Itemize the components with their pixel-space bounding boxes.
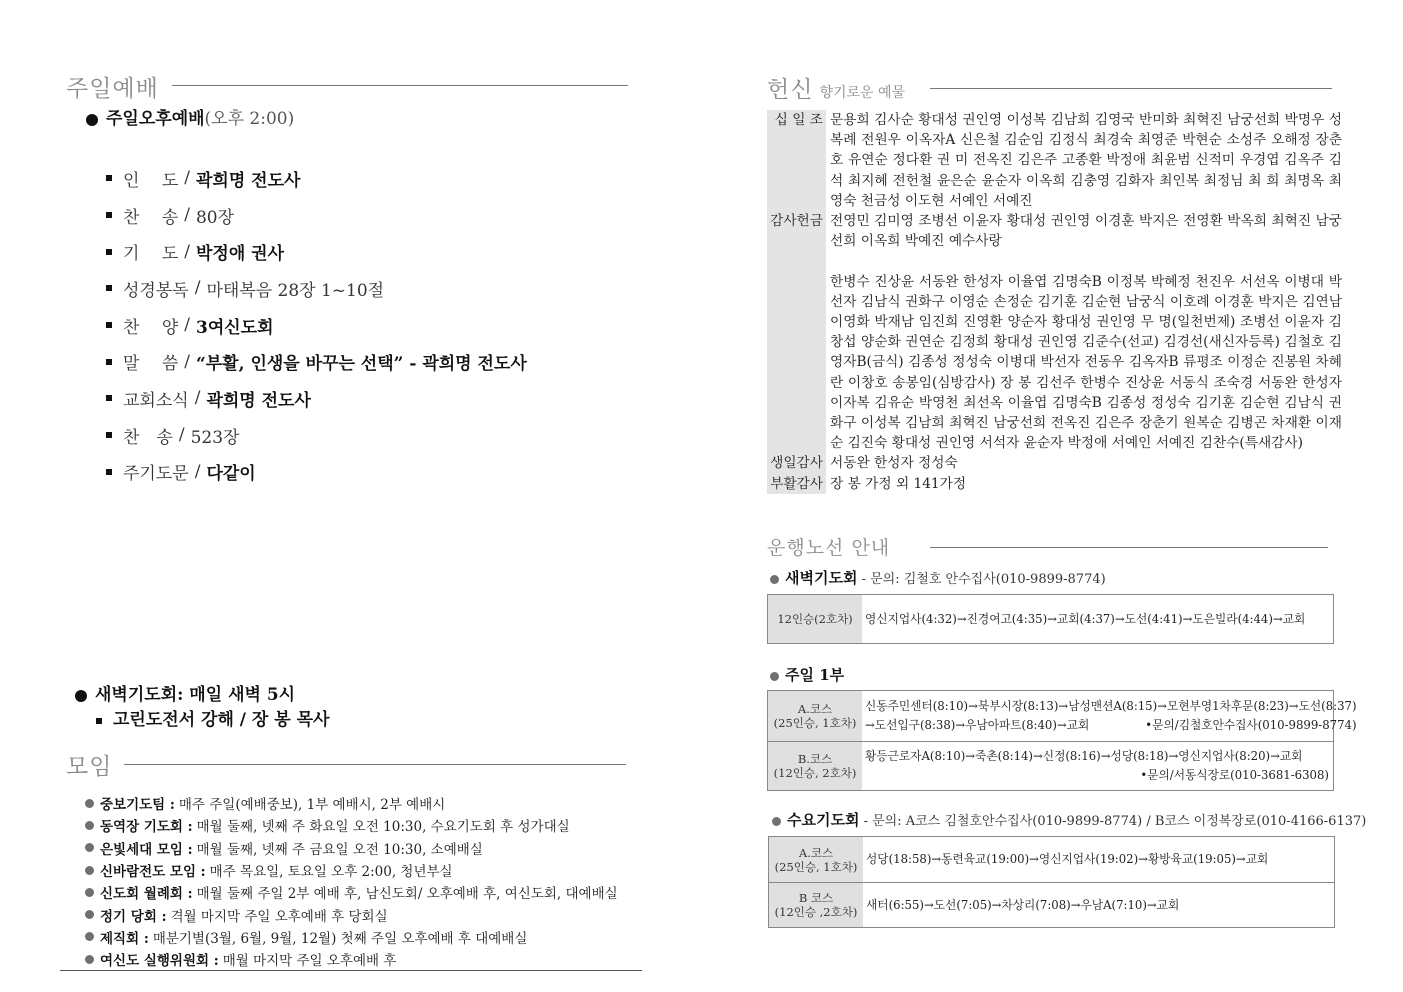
route-line2	[865, 716, 1357, 735]
meetings-title-rule	[124, 764, 626, 765]
bullet-dot-icon	[772, 817, 781, 826]
order-label: 교회소식	[123, 390, 189, 411]
route-course: B.코스	[797, 751, 833, 766]
bullet-dot-icon	[75, 690, 87, 702]
order-separator: /	[194, 278, 201, 299]
order-value: “부활, 인생을 바꾸는 선택” - 곽희명 전도사	[195, 354, 527, 375]
service-heading	[86, 104, 294, 129]
route-course: B 코스	[798, 891, 834, 905]
offering-subtitle: 향기로운 예물	[819, 85, 906, 101]
route-stops: 영신지업사(4:32)→진경여고(4:35)→교회(4:37)→도선(4:41)→도은빌라(4:44)→교회	[865, 611, 1306, 626]
dawn-route-name: 새벽기도회	[785, 569, 858, 587]
service-name: 주일오후예배	[106, 109, 205, 129]
meetings-section-header	[66, 748, 112, 781]
order-label: 찬 양	[123, 317, 179, 338]
offering-label: 생일감사	[767, 453, 826, 473]
route-path	[863, 837, 1334, 882]
order-separator: /	[194, 388, 201, 409]
route-path	[862, 595, 1333, 643]
sunday1-route-heading	[770, 664, 844, 685]
offering-row	[767, 211, 1342, 251]
meeting-item	[85, 814, 645, 836]
route-row	[768, 691, 1357, 741]
order-item	[106, 307, 626, 344]
route-course: A.코스	[798, 845, 834, 860]
route-row	[769, 882, 1334, 927]
route-course: A.코스	[797, 701, 833, 716]
route-path	[862, 742, 1333, 791]
worship-section-header	[66, 70, 159, 103]
order-value: 다같이	[206, 464, 256, 485]
order-value: 마태복음 28장 1~10절	[206, 280, 385, 301]
bullet-square-icon	[106, 249, 112, 255]
dawn-prayer-heading	[75, 680, 295, 705]
order-separator: /	[194, 461, 201, 482]
order-label: 찬 송	[123, 427, 173, 448]
order-item	[106, 380, 626, 417]
route-vehicle: (25인승, 1호차)	[774, 859, 858, 874]
order-label: 주기도문	[123, 464, 189, 485]
meeting-name: 제직회 :	[100, 930, 149, 947]
offering-table	[767, 110, 1342, 494]
meeting-item	[85, 837, 645, 859]
route-label	[769, 837, 863, 882]
order-item	[106, 343, 626, 380]
dawn-route-heading	[770, 567, 1106, 588]
offering-row	[767, 474, 1342, 494]
offering-row	[767, 110, 1342, 211]
meeting-desc: 매월 둘째, 넷째 주 화요일 오전 10:30, 수요기도회 후 성가대실	[196, 819, 570, 836]
route-path	[862, 691, 1361, 741]
route-path	[863, 883, 1334, 927]
meeting-name: 은빛세대 모임 :	[100, 841, 193, 858]
bullet-dot-icon	[85, 799, 94, 808]
meeting-name: 여신도 실행위원회 :	[100, 953, 219, 970]
route-stops: 황등근로자A(8:10)→죽촌(8:14)→신정(8:16)→성당(8:18)→영신지업사(8:20)→교회	[865, 748, 1303, 763]
bullet-dot-icon	[86, 114, 98, 126]
offering-names: 장 봉 가정 외 141가정	[830, 475, 967, 492]
bullet-dot-icon	[85, 888, 94, 897]
bullet-square-icon	[106, 285, 112, 291]
order-label: 인 도	[123, 170, 179, 191]
order-separator: /	[184, 315, 190, 336]
route-vehicle: (25인승, 1호차)	[773, 715, 857, 730]
order-value: 3여신도회	[195, 317, 274, 338]
route-row	[768, 595, 1333, 643]
offering-names	[826, 251, 1342, 271]
order-separator: /	[184, 168, 190, 189]
bullet-dot-icon	[85, 821, 94, 830]
order-separator: /	[184, 241, 190, 262]
meeting-item	[85, 903, 645, 925]
bullet-square-icon	[106, 469, 112, 475]
meeting-desc: 매주 목요일, 토요일 오후 2:00, 청년부실	[209, 864, 453, 881]
routes-title: 운행노선 안내	[767, 537, 891, 559]
meeting-name: 신도회 월례회 :	[100, 886, 193, 903]
route-vehicle: (12인승, 2호차)	[773, 765, 857, 780]
order-item	[106, 270, 626, 307]
wednesday-route-contact: - 문의: A코스 김철호안수집사(010-9899-8774) / B코스 이정복장로(010-4166-6137)	[859, 814, 1367, 829]
route-stops-cont: →도선입구(8:38)→우남아파트(8:40)→교회	[865, 717, 1090, 732]
offering-row	[767, 272, 1342, 454]
meeting-name: 중보기도팀 :	[100, 797, 175, 814]
meeting-item	[85, 792, 645, 814]
offering-names: 한병수 진상윤 서동완 한성자 이율엽 김명숙B 이정복 박혜정 천진우 서선옥 이병대 박선자 김남식 권화구 이영순 손정순 김기훈 김순현 남궁식 이호례 이경훈 박지은 김연남 이영화 박재남 임진희 진영환 양순자 황대성 권인영 무 명(일천번제) 조병선 이윤자 김창섭 양순화 권연순 김정희 황대성 권인영 김준수(선교) 김경선(새신자등록) 김철호 김영자B(금식) 김종성 정성숙 이병대 박선자 전동우 김옥자B 류평조 이정순 진봉원 차혜란 이창호 송봉임(심방감사) 장 봉 김선주 한병수 진상윤 서동식 조숙경 서동완 한성자 이자복 김유순 박영천 최선옥 이율엽 김명숙B 김종성 정성숙 김기훈 김순현 김남식 권화구 이성복 김남희 최혁진 남궁선희 전옥진 김은주 장춘기 원복순 김병곤 차재환 이재순 김진숙 황대성 권인영 서석자 윤순자 박정애 서예인 서예진 김찬수(특새감사)	[830, 273, 1342, 452]
offering-label	[767, 251, 826, 271]
dawn-route-table	[767, 594, 1334, 644]
meeting-desc: 매월 둘째 주일 2부 예배 후, 남신도회/ 오후예배 후, 여신도회, 대예배실	[196, 886, 618, 903]
route-label	[768, 691, 862, 741]
worship-title-rule	[172, 85, 628, 86]
meetings-list	[85, 792, 645, 970]
route-row	[769, 837, 1334, 882]
bullet-square-icon	[106, 359, 112, 365]
order-label: 찬 송	[123, 207, 179, 228]
bullet-dot-icon	[85, 843, 94, 852]
bullet-dot-icon	[770, 575, 779, 584]
meeting-name: 동역장 기도회 :	[100, 819, 193, 836]
route-vehicle: (12인승 ,2호차)	[774, 905, 858, 919]
route-stops: 신동주민센터(8:10)→북부시장(8:13)→남성맨션A(8:15)→모현부영1차후문(8:23)→도선(8:37)	[865, 698, 1357, 713]
wednesday-route-table	[768, 836, 1335, 928]
order-item	[106, 233, 626, 270]
bullet-square-icon	[96, 718, 102, 724]
bullet-dot-icon	[85, 932, 94, 941]
meeting-desc: 매월 둘째, 넷째 주 금요일 오전 10:30, 소예배실	[196, 841, 483, 858]
bullet-dot-icon	[85, 955, 94, 964]
offering-title-rule	[930, 88, 1332, 89]
route-stops: 새터(6:55)→도선(7:05)→차상리(7:08)→우남A(7:10)→교회	[866, 897, 1180, 912]
meetings-title: 모임	[66, 754, 113, 780]
dawn-prayer-lecture-line	[96, 705, 329, 730]
order-item	[106, 454, 626, 491]
offering-names: 문용희 김사순 황대성 권인영 이성복 김남희 김영국 반미화 최혁진 남궁선희 박명우 성복례 전원우 이옥자A 신은철 김순임 김정식 최경숙 최영준 박현순 소성주 오해정 장춘호 유연순 정다환 권 미 전옥진 김은주 고종환 박정애 최윤범 신적미 우경엽 김옥주 김 석 최지혜 전헌철 윤은순 윤순자 이옥희 김충영 김화자 최인복 최정님 최 희 최명옥 최영숙 천금성 이도현 서예인 서예진	[830, 112, 1342, 209]
meeting-item	[85, 881, 645, 903]
meeting-name: 신바람전도 모임 :	[100, 864, 206, 881]
order-item	[106, 160, 626, 197]
dawn-prayer-lecture: 고린도전서 강해 / 장 봉 목사	[113, 710, 330, 730]
sunday1-route-table	[767, 690, 1357, 791]
route-line2	[865, 766, 1329, 785]
order-label: 성경봉독	[123, 280, 189, 301]
meeting-name: 정기 당회 :	[100, 908, 167, 925]
order-label: 기 도	[123, 244, 179, 265]
offering-label	[767, 272, 826, 454]
meeting-desc: 매주 주일(예배중보), 1부 예배시, 2부 예배시	[178, 797, 446, 814]
order-separator: /	[178, 425, 185, 446]
order-item	[106, 197, 626, 234]
meeting-item	[85, 859, 645, 881]
offering-label: 부활감사	[767, 474, 826, 494]
order-separator: /	[184, 205, 190, 226]
sunday1-route-name: 주일 1부	[785, 666, 845, 684]
bullet-square-icon	[106, 175, 112, 181]
offering-names: 전영민 김미영 조병선 이윤자 황대성 권인영 이경훈 박지은 전영환 박옥희 최혁진 남궁선희 이옥희 박예진 예수사랑	[830, 213, 1342, 250]
dawn-prayer-title: 새벽기도회: 매일 새벽 5시	[95, 685, 296, 705]
bullet-dot-icon	[770, 672, 779, 681]
route-label	[768, 595, 862, 643]
bottom-rule	[60, 970, 642, 971]
route-contact-note: •문의/김철호안수집사(010-9899-8774)	[1145, 717, 1357, 732]
meeting-desc: 격월 마지막 주일 오후예배 후 당회실	[170, 908, 388, 925]
order-value: 523장	[190, 427, 240, 448]
order-value: 80장	[195, 207, 235, 228]
order-label: 말 씀	[123, 354, 179, 375]
route-label	[768, 742, 862, 791]
offering-title: 헌신	[767, 77, 814, 103]
bullet-dot-icon	[85, 866, 94, 875]
offering-names: 서동완 한성자 정성숙	[830, 455, 958, 472]
worship-title: 주일예배	[66, 76, 159, 102]
bullet-square-icon	[106, 212, 112, 218]
service-time: (오후 2:00)	[204, 109, 295, 129]
offering-label: 감사헌금	[767, 211, 826, 251]
order-value: 곽희명 전도사	[195, 170, 301, 191]
route-label	[769, 883, 863, 927]
routes-title-rule	[930, 547, 1328, 548]
bullet-dot-icon	[85, 910, 94, 919]
offering-row	[767, 453, 1342, 473]
meeting-item	[85, 926, 645, 948]
route-stops: 성당(18:58)→동련육교(19:00)→영신지업사(19:02)→황방육교(19:05)→교회	[866, 852, 1269, 866]
order-value: 박정애 권사	[195, 244, 285, 265]
route-contact-note: •문의/서동식장로(010-3681-6308)	[1140, 767, 1329, 782]
meeting-item	[85, 948, 645, 970]
offering-section-header	[767, 71, 905, 104]
order-separator: /	[184, 351, 190, 372]
wednesday-route-heading	[772, 809, 1366, 830]
order-item	[106, 417, 626, 454]
order-of-worship	[106, 160, 626, 490]
bullet-square-icon	[106, 395, 112, 401]
route-row	[768, 741, 1333, 791]
bullet-square-icon	[106, 432, 112, 438]
wednesday-route-name: 수요기도회	[787, 811, 860, 829]
meeting-desc: 매월 마지막 주일 오후예배 후	[222, 953, 397, 970]
offering-label: 십 일 조	[767, 110, 826, 211]
meeting-desc: 매분기별(3월, 6월, 9월, 12월) 첫째 주일 오후예배 후 대예배실	[152, 930, 528, 947]
order-value: 곽희명 전도사	[206, 390, 311, 411]
dawn-route-contact: - 문의: 김철호 안수집사(010-9899-8774)	[857, 572, 1106, 587]
route-course: 12인승(2호차)	[777, 612, 853, 626]
bullet-square-icon	[106, 322, 112, 328]
offering-spacer-row	[767, 251, 1342, 271]
routes-section-header	[767, 533, 890, 560]
